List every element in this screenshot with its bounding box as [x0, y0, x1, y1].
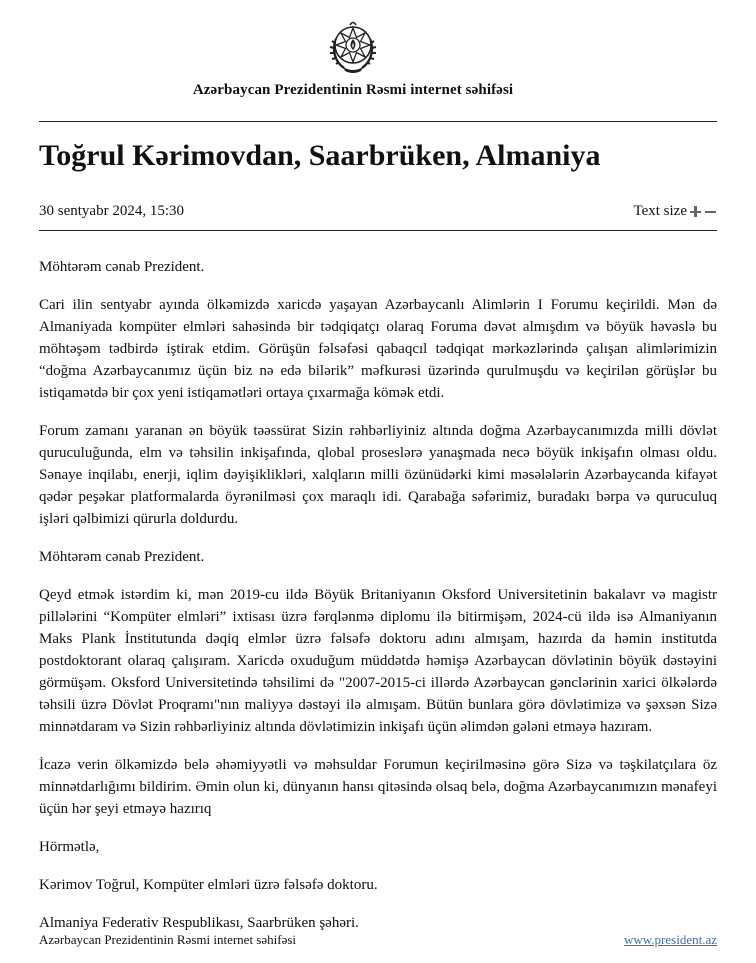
text-size-label: Text size — [633, 203, 687, 219]
footer — [39, 932, 717, 952]
site-title: Azərbaycan Prezidentinin Rəsmi internet səhifəsi — [192, 82, 514, 98]
text-size-control — [633, 203, 717, 220]
paragraph: Möhtərəm cənab Prezident. — [39, 259, 205, 275]
paragraph: Almaniya Federativ Respublikası, Saarbrüken şəhəri. — [39, 915, 359, 931]
article-date: 30 sentyabr 2024, 15:30 — [39, 203, 184, 219]
paragraph: Qeyd etmək istərdim ki, mən 2019-cu ildə Böyük Britaniyanın Oksford Universitetinin bakalavr və magistr pillələrini “Kompüter elmləri” ixtisası üzrə fərqlənmə diplomu ilə bitirmişəm, 2024-cü ildə isə Almaniyanın Maks Plank İnstitutunda dəqiq elmlər üzrə fəlsəfə doktoru adını almışam, hazırda da həmin institutda postdoktorant olaraq çalışıram. Xaricdə oxuduğum müddətdə həmişə Azərbaycan dövlətinin böyük dəstəyini görmüşəm. Oksford Universitetində təhsilimi də "2007-2015-ci illərdə Azərbaycan gənclərinin xarici ölkələrdə təhsili üzrə Dövlət Proqramı"nın maliyyə dəstəyi ilə almışam. Bütün bunlara görə dövlətimizə və şəxsən Sizə minnətdaram və Sizin rəhbərliyiniz altında dövlətimizin inkişafı üçün əlimdən gələni etməyə hazıram. — [39, 587, 717, 735]
increase-text-size-icon[interactable] — [690, 206, 702, 218]
article-body — [39, 256, 717, 950]
paragraph: Kərimov Toğrul, Kompüter elmləri üzrə fəlsəfə doktoru. — [39, 877, 378, 893]
paragraph: Forum zamanı yaranan ən böyük təəssürat Sizin rəhbərliyiniz altında doğma Azərbaycanımızda milli dövlət quruculuğunda, elm və təhsilin inkişafında, qlobal proseslərə yanaşmada necə böyük inkişafın olması oldu. Sənaye inqilabı, enerji, iqlim dəyişiklikləri, xalqların milli özünüdərki kimi məsələlərin Azərbaycanda kifayət qədər peşəkar platformalarda öyrənilməsi çox maraqlı idi. Qarabağa səfərimiz, buradakı bərpa və quruculuq işləri qəlbimizi qürurla doldurdu. — [39, 423, 717, 527]
footer-site-title: Azərbaycan Prezidentinin Rəsmi internet səhifəsi — [39, 932, 297, 947]
footer-website-link[interactable]: www.president.az — [623, 932, 717, 947]
paragraph: Möhtərəm cənab Prezident. — [39, 549, 205, 565]
article-title: Toğrul Kərimovdan, Saarbrüken, Almaniya — [39, 139, 601, 172]
meta-divider — [39, 230, 717, 231]
paragraph: Cari ilin sentyabr ayında ölkəmizdə xaricdə yaşayan Azərbaycanlı Alimlərin I Forumu keçirildi. Mən də Almaniyada kompüter elmləri sahəsində bir tədqiqatçı olaraq Foruma dəvət almışdım və böyük həvəslə bu möhtəşəm tədbirdə iştirak etdim. Görüşün fəlsəfəsi qabaqcıl tədqiqat mərkəzlərində çalışan alimlərimizin “doğma Azərbaycanımız üçün biz nə edə bilərik” məfkurəsi üzərində qurulmuşdu və keçirilən görüşlər bu istiqamətdə bir çox yeni istiqamətləri ortaya çıxarmağa kömək etdi. — [39, 297, 717, 401]
header-divider — [39, 121, 717, 122]
paragraph: İcazə verin ölkəmizdə belə əhəmiyyətli və məhsuldar Forumun keçirilməsinə görə Sizə və təşkilatçılara öz minnətdarlığımı bildirim. Əmin olun ki, dünyanın hansı qitəsində olsaq belə, doğma Azərbaycanımızın mənafeyi üçün hər şeyi etməyə hazırıq — [39, 757, 717, 817]
paragraph: Hörmətlə, — [39, 839, 100, 855]
state-emblem-icon — [326, 17, 380, 75]
decrease-text-size-icon[interactable] — [705, 206, 717, 218]
article-meta — [39, 203, 717, 223]
